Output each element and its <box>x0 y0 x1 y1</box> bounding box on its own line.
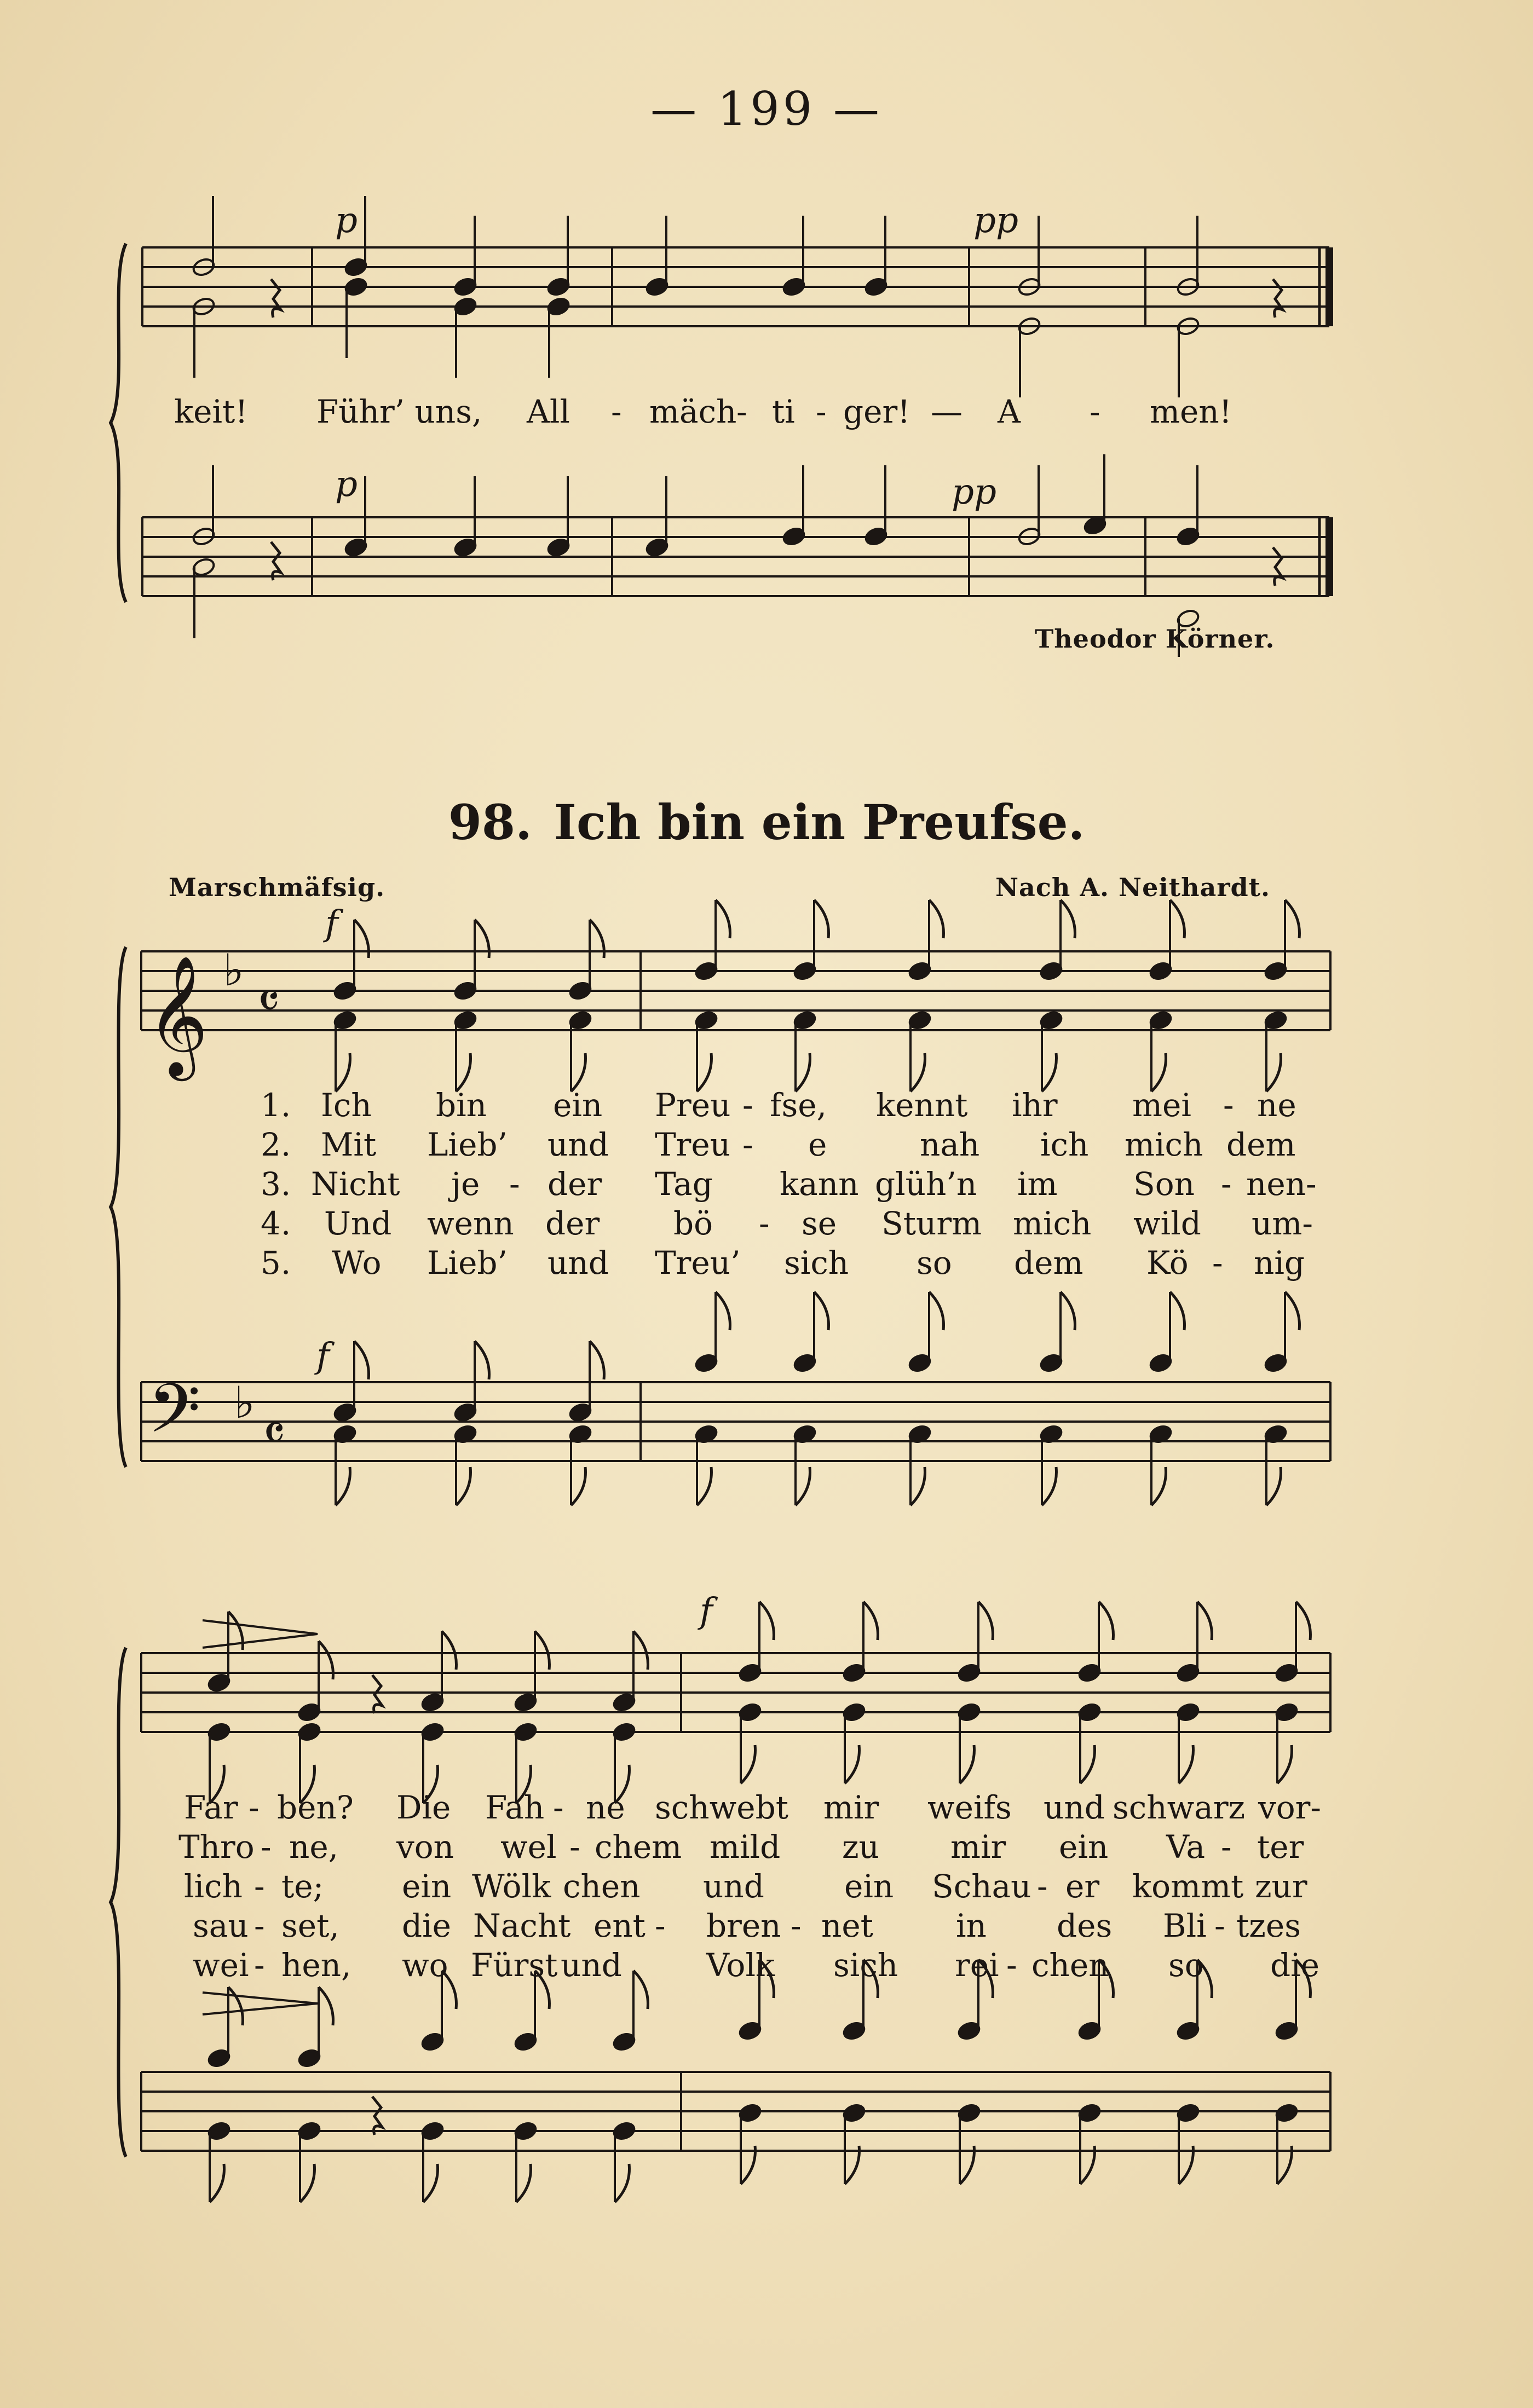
lyric-word: fse, <box>770 1087 827 1124</box>
lyric-word: dem <box>1014 1244 1084 1281</box>
lyric-word: lich <box>184 1868 243 1905</box>
lyric-word: mild <box>710 1828 781 1866</box>
lyric-word: kommt <box>1132 1868 1244 1905</box>
lyric-word: kennt <box>876 1087 968 1124</box>
note-flag <box>845 1745 859 1783</box>
lyric-word: die <box>1270 1947 1320 1984</box>
note-flag <box>759 1602 774 1640</box>
page-number: — 199 — <box>650 82 883 136</box>
lyric-word: chen <box>563 1868 641 1905</box>
verse-number: 1. <box>261 1087 291 1124</box>
lyric-word: - <box>611 393 622 430</box>
lyric-word: rei <box>955 1947 999 1984</box>
lyric-word: set, <box>281 1907 339 1944</box>
lyric-word: ne <box>586 1789 625 1826</box>
note-flag <box>1296 1602 1310 1640</box>
dynamic-f-upper-1: f <box>325 903 338 944</box>
lyric-word: - <box>254 1907 265 1944</box>
verse-number: 2. <box>261 1126 291 1163</box>
lyric-word: Nicht <box>311 1165 400 1203</box>
note-flag <box>1277 1745 1292 1783</box>
lyric-word: hen, <box>281 1947 351 1984</box>
lyric-word: und <box>561 1947 622 1984</box>
lyric-word: und <box>1044 1789 1105 1826</box>
clef: 𝄢 <box>148 1370 201 1465</box>
lyric-word: ent <box>593 1907 646 1944</box>
lyric-word: keit! <box>174 393 248 430</box>
prev-dynamic-pp-upper: pp <box>973 200 1018 241</box>
lyric-word: men! <box>1150 393 1232 430</box>
lyric-word: - <box>1212 1244 1223 1281</box>
note-flag <box>300 2164 314 2202</box>
verse-3-line-2 <box>0 1868 1533 1907</box>
lyric-word: - <box>1221 1828 1232 1866</box>
lyric-word: - <box>249 1789 260 1826</box>
lyric-word: mich <box>1125 1126 1203 1163</box>
lyric-word: wenn <box>427 1205 514 1242</box>
lyric-word: A <box>998 393 1021 430</box>
lyric-word: - <box>655 1907 666 1944</box>
lyric-word: ein <box>553 1087 603 1124</box>
lyric-word: wo <box>402 1947 448 1984</box>
note-flag <box>615 2164 629 2202</box>
lyric-word: Tag <box>655 1165 713 1203</box>
rest <box>372 1675 382 1713</box>
lyric-word: zu <box>842 1828 879 1866</box>
note-flag <box>516 2164 531 2202</box>
note-flag <box>1099 1602 1113 1640</box>
lyric-word: Bli <box>1163 1907 1207 1944</box>
lyric-word: - <box>254 1947 265 1984</box>
lyric-word: - <box>1006 1947 1017 1984</box>
lyric-word: Ich <box>321 1087 372 1124</box>
lyric-word: - <box>816 393 827 430</box>
prev-dynamic-p-lower: p <box>335 464 358 505</box>
lyric-word: Mit <box>321 1126 377 1163</box>
decrescendo-hairpin <box>203 1620 318 1648</box>
lyric-word: - <box>254 1868 265 1905</box>
lyric-word: mich <box>1013 1205 1092 1242</box>
lyric-word: te; <box>281 1868 324 1905</box>
lyric-word: ich <box>1040 1126 1089 1163</box>
lyric-word: Die <box>396 1789 451 1826</box>
lyric-word: bren <box>706 1907 781 1944</box>
lyric-word: so <box>1168 1947 1204 1984</box>
lyric-word: nig <box>1254 1244 1305 1281</box>
lyric-word: - <box>569 1828 580 1866</box>
note-flag <box>319 1987 333 2025</box>
lyric-word: - <box>553 1789 564 1826</box>
lyric-word: sau <box>193 1907 249 1944</box>
note-flag <box>960 1745 974 1783</box>
lyric-word: wei <box>193 1947 249 1984</box>
lyric-word: schwebt <box>655 1789 789 1826</box>
verse-number: 5. <box>261 1244 291 1281</box>
lyric-word: bö <box>673 1205 713 1242</box>
lyric-word: Son <box>1133 1165 1195 1203</box>
clef: 𝄴 <box>263 1404 286 1463</box>
lyric-word: tzes <box>1236 1907 1301 1944</box>
lyric-word: im <box>1017 1165 1058 1203</box>
lyric-word: chem <box>595 1828 682 1866</box>
lyric-word: sich <box>784 1244 849 1281</box>
rest <box>372 2097 382 2135</box>
lyric-word: All <box>527 393 570 430</box>
lyric-word: — <box>931 393 963 430</box>
lyric-word: Fah <box>485 1789 545 1826</box>
lyric-word: - <box>1221 1165 1232 1203</box>
clef: 𝄴 <box>257 972 280 1030</box>
lyric-word: ihr <box>1012 1087 1058 1124</box>
verse-number: 4. <box>261 1205 291 1242</box>
lyric-word: mäch <box>649 393 737 430</box>
prev-dynamic-p-upper: p <box>335 200 358 241</box>
lyric-word: Treu <box>655 1126 731 1163</box>
lyric-word: - <box>759 1205 770 1242</box>
lyric-word: - <box>1214 1907 1225 1944</box>
lyric-word: ein <box>1059 1828 1109 1866</box>
lyric-word: - <box>742 1087 753 1124</box>
lyric-word: und <box>703 1868 764 1905</box>
clef: 𝄞 <box>147 955 209 1076</box>
verse-1-line-2 <box>0 1789 1533 1828</box>
dynamic-f-lower-1: f <box>316 1336 330 1376</box>
lyric-word: Volk <box>706 1947 775 1984</box>
lyric-word: ter <box>1257 1828 1304 1866</box>
lyric-word: Preu <box>655 1087 731 1124</box>
lyric-word: Und <box>324 1205 392 1242</box>
lyric-word: die <box>402 1907 452 1944</box>
lyric-word: in <box>956 1907 987 1944</box>
lyric-word: net <box>821 1907 873 1944</box>
verse-2-line-2 <box>0 1828 1533 1868</box>
lyric-word: Fürst <box>471 1947 558 1984</box>
lyric-word: Nacht <box>473 1907 571 1944</box>
lyric-word: schwarz <box>1113 1789 1246 1826</box>
lyric-word: kann <box>780 1165 859 1203</box>
composer-credit: Nach A. Neithardt. <box>995 873 1270 902</box>
verse-number: 3. <box>261 1165 291 1203</box>
lyric-word: Wo <box>332 1244 382 1281</box>
lyric-word: Wölk <box>472 1868 551 1905</box>
lyric-word: von <box>396 1828 454 1866</box>
lyric-word: chen <box>1031 1947 1109 1984</box>
lyric-word: se <box>802 1205 837 1242</box>
lyric-word: Lieb’ <box>427 1126 508 1163</box>
verse-5-line-2 <box>0 1947 1533 1986</box>
lyric-word: - <box>1037 1868 1048 1905</box>
lyric-word: - <box>1090 393 1100 430</box>
lyric-word: und <box>548 1244 609 1281</box>
note-flag <box>423 2164 437 2202</box>
lyric-word: ne, <box>289 1828 339 1866</box>
note-flag <box>1179 1745 1193 1783</box>
lyric-word: e <box>808 1126 827 1163</box>
lyric-word: wel <box>500 1828 557 1866</box>
lyric-word: ger! <box>843 393 910 430</box>
lyric-word: Va <box>1166 1828 1206 1866</box>
lyric-word: um- <box>1252 1205 1313 1242</box>
lyric-word: der <box>548 1165 602 1203</box>
lyric-word: er <box>1065 1868 1100 1905</box>
lyric-word: - <box>736 393 747 430</box>
lyric-word: des <box>1057 1907 1113 1944</box>
clef: ♭ <box>223 945 244 996</box>
lyric-word: Schau <box>932 1868 1031 1905</box>
lyric-word: vor- <box>1258 1789 1322 1826</box>
note-flag <box>741 1745 755 1783</box>
lyric-word: ti <box>772 393 795 430</box>
lyric-word: je <box>451 1165 480 1203</box>
decrescendo-hairpin <box>203 1993 318 2014</box>
note-flag <box>535 1631 549 1670</box>
lyric-word: mir <box>823 1789 879 1826</box>
lyric-word: so <box>917 1244 952 1281</box>
lyric-word: zur <box>1255 1868 1307 1905</box>
lyric-word: glüh’n <box>875 1165 977 1203</box>
lyric-word: Lieb’ <box>427 1244 508 1281</box>
song-number: 98. <box>448 794 532 851</box>
note-flag <box>1197 1602 1212 1640</box>
lyric-word: nah <box>920 1126 980 1163</box>
lyric-word: ein <box>844 1868 894 1905</box>
lyric-word: mir <box>950 1828 1006 1866</box>
note-flag <box>978 1602 993 1640</box>
lyric-word: bin <box>436 1087 487 1124</box>
lyric-word: dem <box>1226 1126 1296 1163</box>
prev-attribution: Theodor Körner. <box>1035 624 1275 654</box>
note-flag <box>228 1987 243 2025</box>
lyric-word: sich <box>833 1947 898 1984</box>
lyric-word: Thro <box>178 1828 255 1866</box>
lyric-word: ne <box>1257 1087 1296 1124</box>
lyric-word: Treu’ <box>655 1244 741 1281</box>
lyric-word: ben? <box>277 1789 354 1826</box>
prev-dynamic-pp-lower: pp <box>952 472 996 512</box>
lyric-word: mei <box>1132 1087 1191 1124</box>
lyric-word: der <box>545 1205 600 1242</box>
note-flag <box>210 2164 224 2202</box>
lyric-word: - <box>261 1828 272 1866</box>
lyric-word: - <box>509 1165 520 1203</box>
clef: ♭ <box>234 1377 255 1428</box>
lyric-word: Kö <box>1146 1244 1189 1281</box>
note-flag <box>633 1631 648 1670</box>
lyric-word: - <box>1223 1087 1234 1124</box>
lyric-word: weifs <box>927 1789 1012 1826</box>
lyric-word: Sturm <box>881 1205 982 1242</box>
note-flag <box>863 1602 878 1640</box>
lyric-word: wild <box>1133 1205 1201 1242</box>
verse-4-line-2 <box>0 1907 1533 1947</box>
lyric-word: Far <box>184 1789 238 1826</box>
song-title: Ich bin ein Preufse. <box>554 794 1085 851</box>
lyric-word: - <box>742 1126 753 1163</box>
dynamic-f-upper-2: f <box>700 1591 713 1631</box>
lyric-word: - <box>791 1907 802 1944</box>
tempo-marking: Marschmäfsig. <box>169 873 385 902</box>
lyric-word: nen- <box>1246 1165 1317 1203</box>
lyric-word: Führ’ uns, <box>316 393 482 430</box>
note-flag <box>442 1631 456 1670</box>
note-flag <box>1080 1745 1094 1783</box>
lyric-word: ein <box>402 1868 452 1905</box>
lyric-word: und <box>548 1126 609 1163</box>
